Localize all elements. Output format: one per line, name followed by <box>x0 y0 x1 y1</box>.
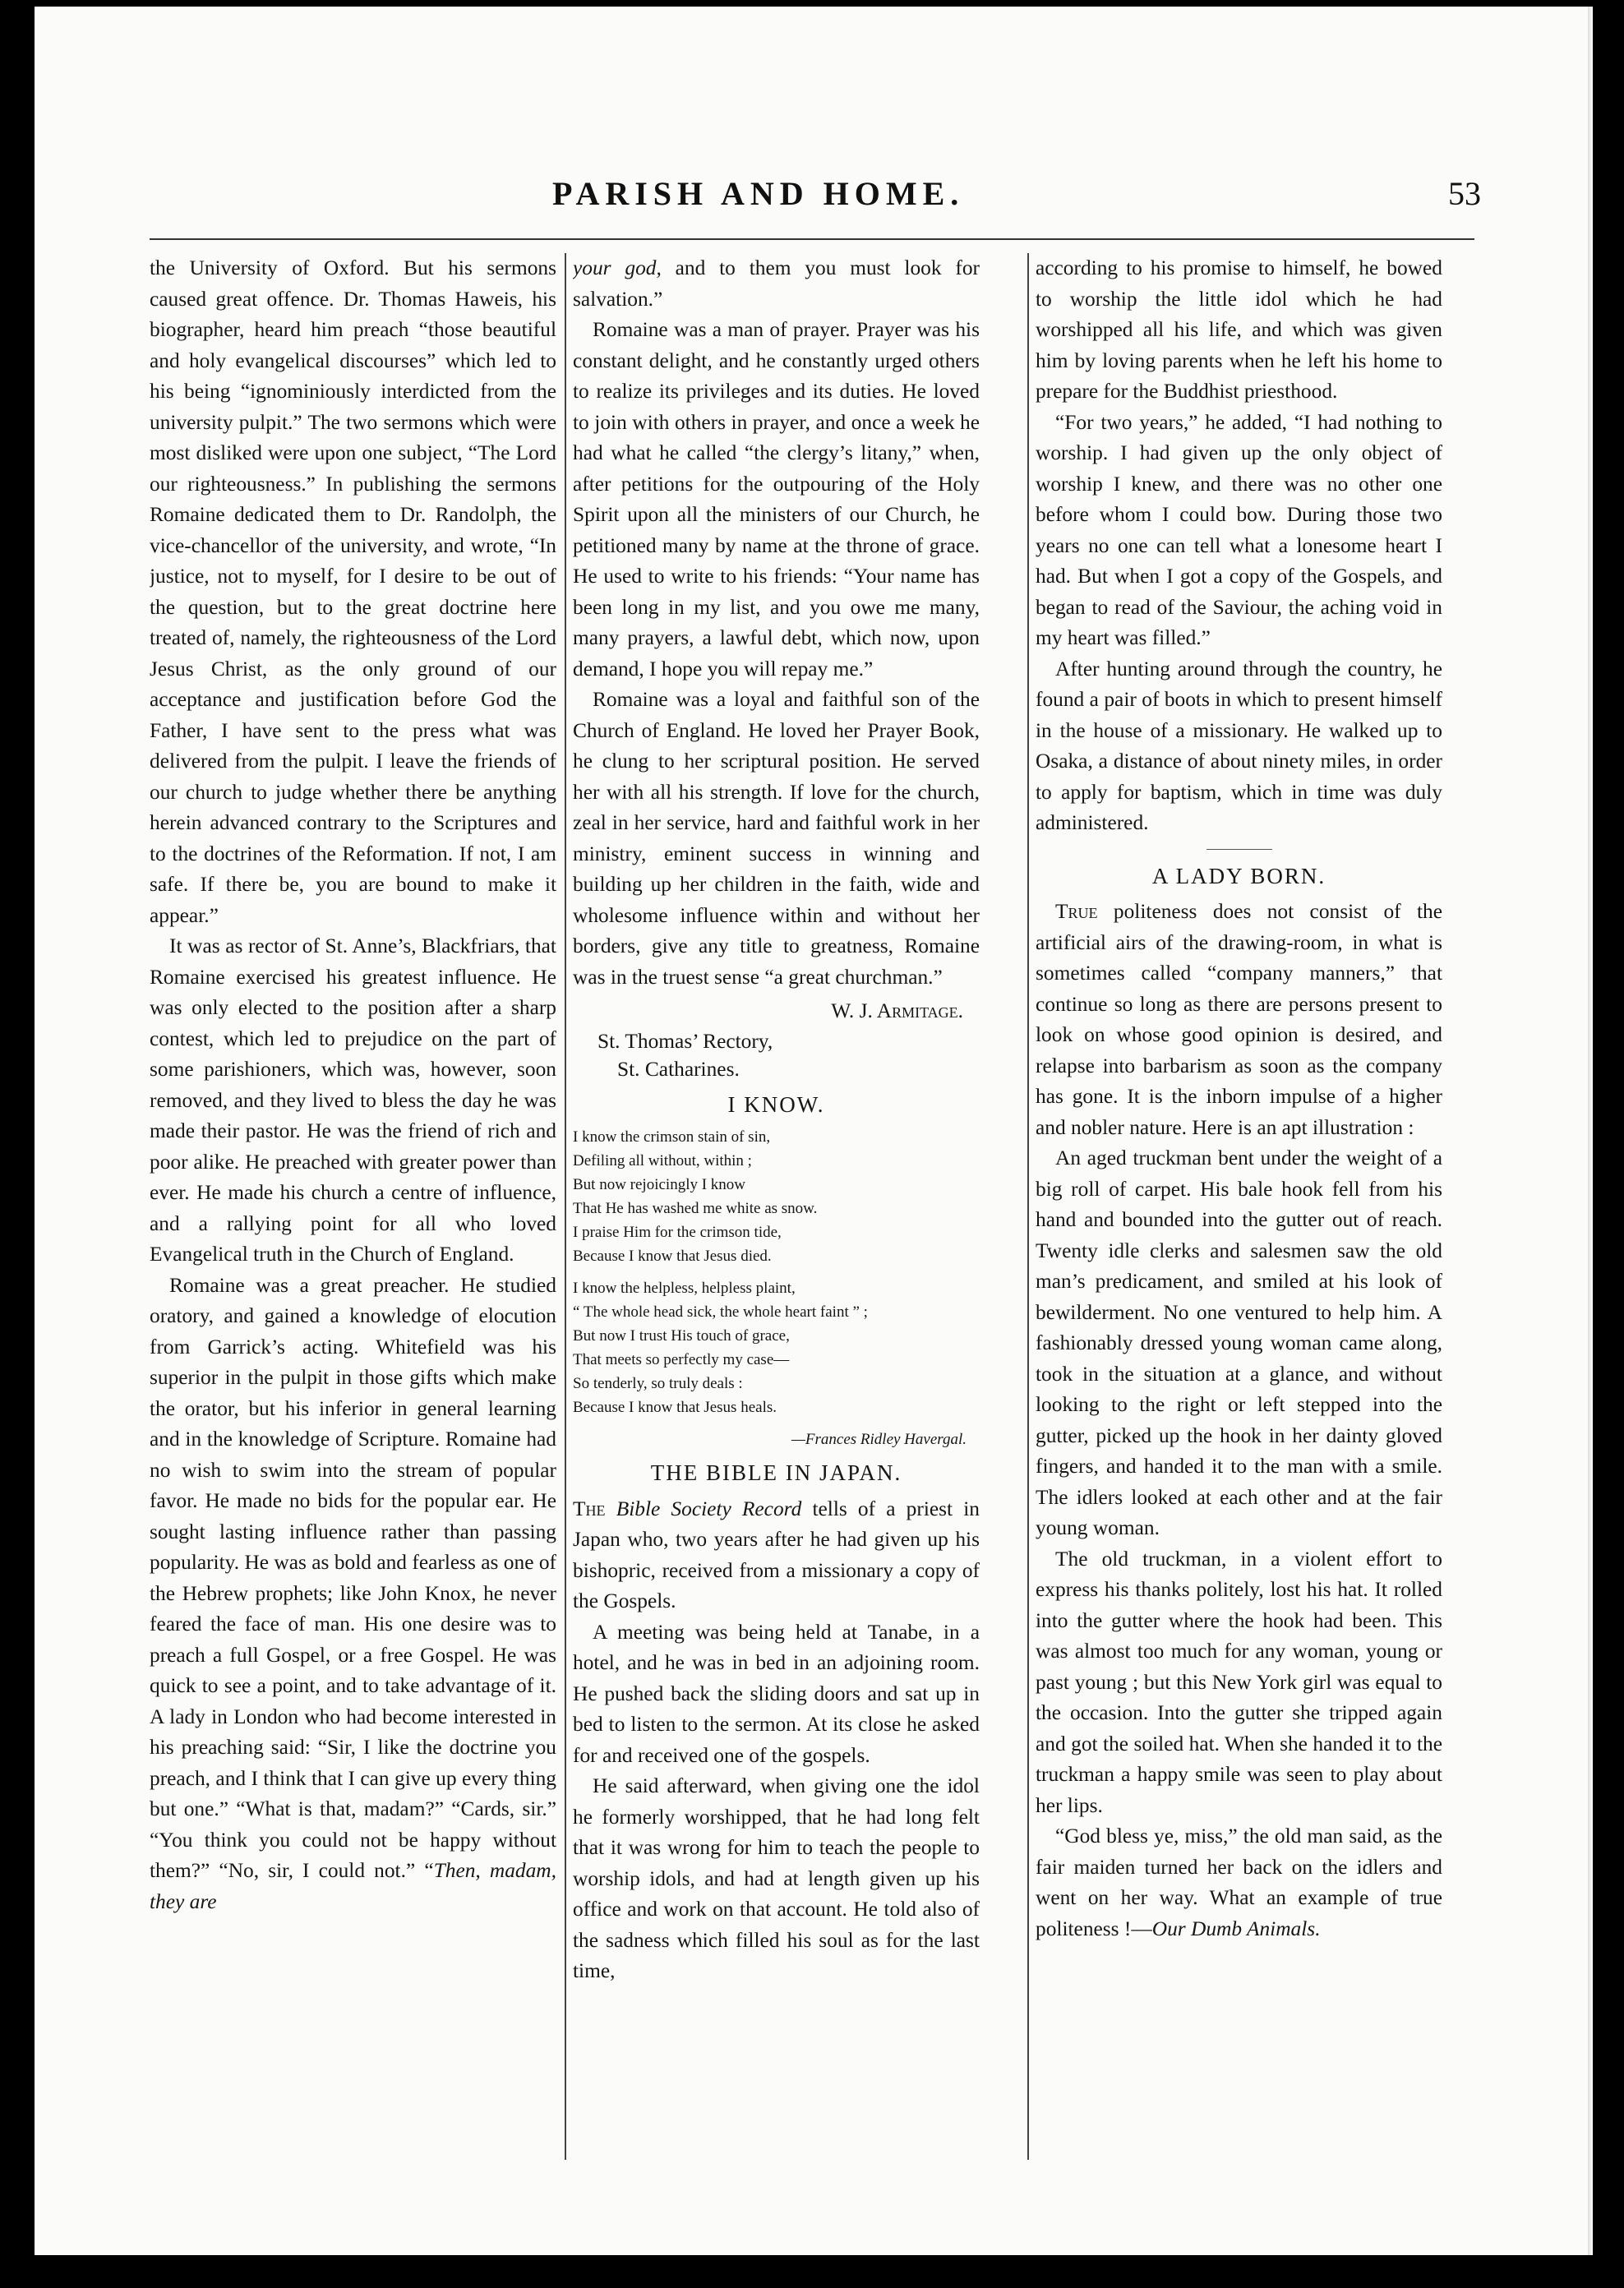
article-paragraph: according to his promise to himself, he bowed to worship the little idol which he had worshipped all his life, and which was given him by loving parents when he left his home to prepare for the Buddhist priesthood. <box>1036 256 1442 403</box>
poem-line: Because I know that Jesus heals. <box>573 1399 777 1416</box>
poem-title: I KNOW. <box>727 1091 825 1117</box>
column-3 <box>1036 253 1442 2209</box>
article-paragraph: He said afterward, when giving one the idol he formerly worshipped, that he had long felt that it was wrong for him to teach the people to worship idols, and had at length given up his office and work on that account. He told also of the sadness which filled his soul as for the last time, <box>573 1774 980 1982</box>
page-spine-edge <box>1588 7 1593 2255</box>
article-paragraph: Romaine was a loyal and faithful son of the Church of England. He loved her Prayer Book, he clung to her scriptural position. He served her with all his strength. If love for the church, zeal in her service, hard and faithful work in her ministry, eminent success in winning and building up her children in the faith, wide and wholesome influence within and without her borders, give any title to greatness, Romaine was in the truest sense “a great churchman.” <box>573 688 980 989</box>
page-number: 53 <box>1448 175 1481 212</box>
poem-stanza <box>573 1276 980 1419</box>
source-credit: Our Dumb Animals. <box>1151 1917 1321 1940</box>
poem-line: So tenderly, so truly deals : <box>573 1375 743 1392</box>
poem-author: —Frances Ridley Havergal. <box>791 1431 967 1448</box>
section-rule <box>1206 849 1272 850</box>
paragraph-text: politeness does not consist of the artificial airs of the drawing-room, in what is sometimes called “company manners,” that continue so long as there are persons present to look on whose good opinion is desired, and relapse into barbarism as soon as the company has gone. It is the inborn impulse of a higher and nobler nature. Here is an apt illustration : <box>1036 900 1442 1139</box>
signature-place: St. Thomas’ Rectory, <box>597 1029 773 1053</box>
poem-line: I praise Him for the crimson tide, <box>573 1224 782 1241</box>
poem-stanza <box>573 1125 980 1268</box>
dropcap-word: True <box>1055 900 1098 923</box>
article-paragraph: An aged truckman bent under the weight of a big roll of carpet. His bale hook fell from his hand and bounded into the gutter out of reach. Twenty idle clerks and salesmen saw the old man’s predicament, and smiled at his look of bewilderment. No one ventured to help him. A fashionably dressed young woman came along, took in the situation at a glance, and without looking to the right or left stepped into the gutter, picked up the hook in her dainty gloved fingers, and handed it to the man with a smile. The idlers looked at each other and at the fair young woman. <box>1036 1146 1442 1539</box>
poem-line: But now I trust His touch of grace, <box>573 1327 790 1345</box>
column-divider <box>1027 253 1029 2160</box>
article-paragraph <box>1036 897 1442 1143</box>
article-paragraph <box>150 1271 556 1918</box>
poem-line: I know the crimson stain of sin, <box>573 1128 771 1146</box>
poem-line: Defiling all without, within ; <box>573 1152 752 1169</box>
italic-phrase: Then, madam, they are <box>150 1859 556 1913</box>
article-paragraph: “For two years,” he added, “I had nothing to worship. I had given up the only object of worship I knew, and there was no other one before whom I could bow. During those two years no one can tell what a lonesome heart I had. But when I got a copy of the Gospels, and began to read of the Saviour, the aching void in my heart was filled.” <box>1036 410 1442 649</box>
paragraph-text: Romaine was a great preacher. He studied oratory, and gained a knowledge of elocution from Garrick’s acting. Whitefield was his superior in the pulpit in those gifts which make the orator, but his inferior in general learning and in the knowledge of Scripture. Romaine had no wish to swim into the stream of popular favor. He made no bids for the popular ear. He sought lasting influence rather than passing popularity. He was as bold and fearless as one of the Hebrew prophets; like John Knox, he never feared the face of man. His one desire was to preach a full Gospel, or a free Gospel. He was quick to see a point, and to take advantage of it. A lady in London who had become interested in his preaching said: “Sir, I like the doctrine you preach, and I think that I can give up every thing but one.” “What is that, madam?” “Cards, sir.” “You think you could not be happy without them?” “No, sir, I could not.” “ <box>150 1273 556 1882</box>
article-title: THE BIBLE IN JAPAN. <box>650 1460 902 1485</box>
article-paragraph <box>1036 1821 1442 1944</box>
article-paragraph: After hunting around through the country, he found a pair of boots in which to present himself in the house of a missionary. He walked up to Osaka, a distance of about ninety miles, in order to apply for baptism, which in time was duly administered. <box>1036 657 1442 834</box>
poem <box>573 1125 980 1451</box>
poem-line: That meets so perfectly my case— <box>573 1351 790 1368</box>
poem-line: I know the helpless, helpless plaint, <box>573 1280 796 1297</box>
signature-place: St. Catharines. <box>617 1057 740 1081</box>
column-divider <box>565 253 566 2160</box>
header-rule <box>150 238 1474 240</box>
article-paragraph <box>573 1494 980 1617</box>
paragraph-text: and to them you must look for salvation.” <box>573 256 980 311</box>
italic-phrase: your god, <box>573 256 662 279</box>
poem-line: But now rejoicingly I know <box>573 1176 746 1193</box>
italic-phrase: Bible Society Record <box>616 1497 802 1520</box>
column-2 <box>573 253 980 2209</box>
article-paragraph: the University of Oxford. But his sermons caused great offence. Dr. Thomas Haweis, his biographer, heard him preach “those beautiful and holy evangelical discourses” which led to his being “ignominiously interdicted from the university pulpit.” The two sermons which were most disliked were upon one subject, “The Lord our righteousness.” In publishing the sermons Romaine dedicated them to Dr. Randolph, the vice-chancellor of the university, and wrote, “In justice, not to myself, for I desire to be out of the question, but to the great doctrine here treated of, namely, the righteousness of the Lord Jesus Christ, as the only ground of our acceptance and justification before God the Father, I have sent to the press what was delivered from the pulpit. I leave the friends of our church to judge whether there be anything herein advanced contrary to the Scriptures and to the doctrines of the Reformation. If not, I am safe. If there be, you are bound to make it appear.” <box>150 256 556 927</box>
article-paragraph: It was as rector of St. Anne’s, Blackfriars, that Romaine exercised his greatest influence. He was only elected to the position after a sharp contest, which led to prejudice on the part of some parishioners, which was, however, soon removed, and they lived to bless the day he was made their pastor. He was the friend of rich and poor alike. He preached with greater power than ever. He made his church a centre of influence, and a rallying point for all who loved Evangelical truth in the Church of England. <box>150 934 556 1266</box>
poem-line: “ The whole head sick, the whole heart faint ” ; <box>573 1303 868 1321</box>
running-header <box>552 174 1481 224</box>
paragraph-text: “God bless ye, miss,” the old man said, as the fair maiden turned her back on the idlers and went on her way. What an example of true politeness !— <box>1036 1824 1442 1940</box>
article-paragraph: Romaine was a man of prayer. Prayer was his constant delight, and he constantly urged others to realize its privileges and its duties. He loved to join with others in prayer, and once a week he had what he called “the clergy’s litany,” when, after petitions for the outpouring of the Holy Spirit upon all the ministers of our Church, he petitioned many by name at the throne of grace. He used to write to his friends: “Your name has been long in my list, and you owe me many, many prayers, a lawful debt, which now, upon demand, I hope you will repay me.” <box>573 318 980 680</box>
paragraph-text: tells of a priest in Japan who, two years after he had given up his bishopric, received from a missionary a copy of the Gospels. <box>573 1497 980 1612</box>
article-paragraph: A meeting was being held at Tanabe, in a hotel, and he was in bed in an adjoining room. He pushed back the sliding doors and sat up in bed to listen to the sermon. At its close he asked for and received one of the gospels. <box>573 1620 980 1767</box>
column-1 <box>150 253 556 2209</box>
article-title: A LADY BORN. <box>1151 863 1326 888</box>
dropcap-word: The <box>573 1497 606 1520</box>
publication-title: PARISH AND HOME. <box>552 175 965 212</box>
poem-line: Because I know that Jesus died. <box>573 1248 772 1265</box>
author-signature: W. J. Armitage. <box>831 999 963 1022</box>
scanned-page <box>35 7 1593 2255</box>
article-paragraph: The old truckman, in a violent effort to express his thanks politely, lost his hat. It rolled into the gutter where the hook had been. This was almost too much for any woman, young or past young ; but this New York girl was equal to the occasion. Into the gutter she tripped again and got the soiled hat. When she handed it to the truckman a happy smile was seen to play about her lips. <box>1036 1547 1442 1817</box>
article-paragraph <box>573 253 980 315</box>
poem-line: That He has washed me white as snow. <box>573 1200 818 1217</box>
